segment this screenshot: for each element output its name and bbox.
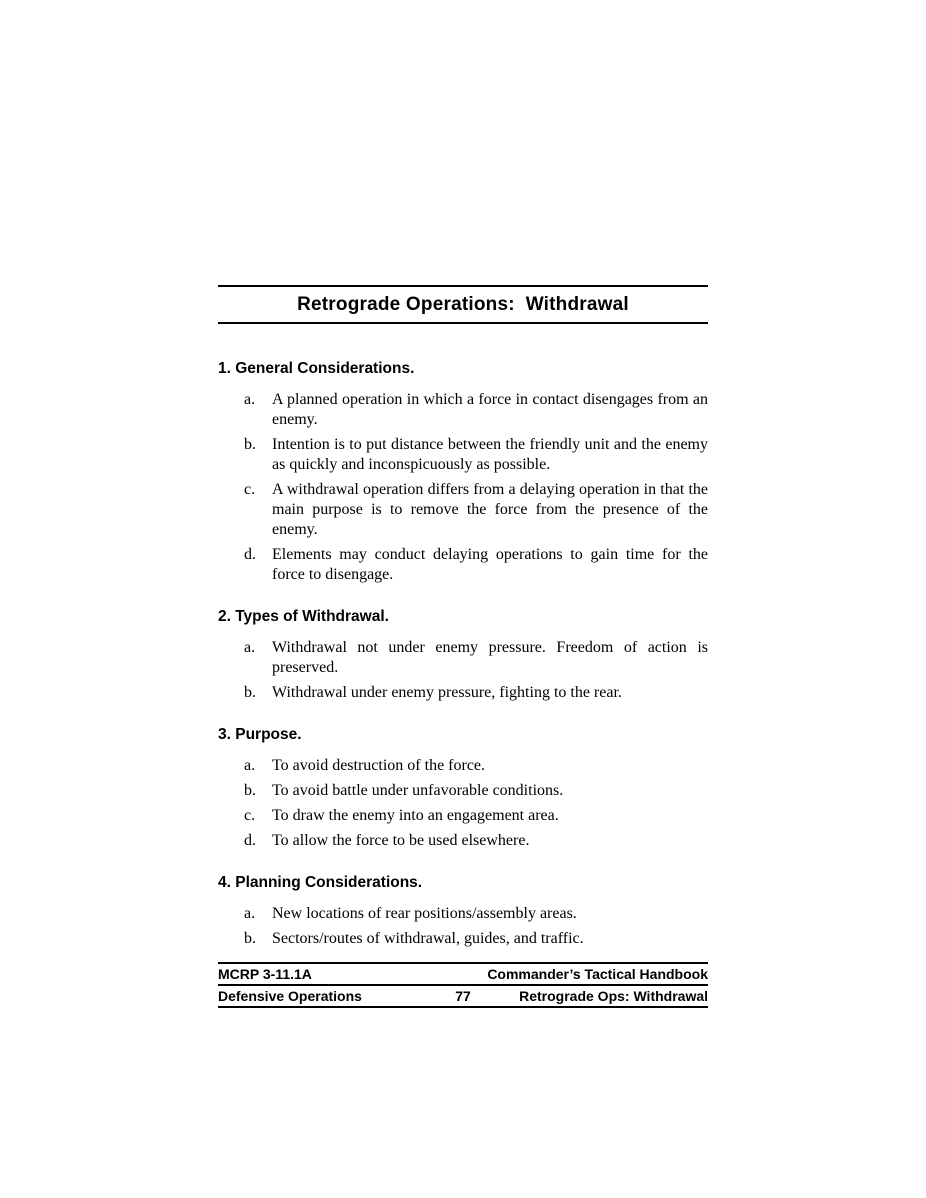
item-label: a. xyxy=(244,639,256,656)
section-heading: 3. Purpose. xyxy=(218,726,302,743)
item-text: Withdrawal under enemy pressure, fighting to the rear. xyxy=(272,684,622,701)
section-heading: 2. Types of Withdrawal. xyxy=(218,608,389,625)
section-general-considerations xyxy=(218,360,708,585)
section-purpose xyxy=(218,726,708,851)
footer-doc-number: MCRP 3-11.1A xyxy=(218,966,312,982)
list-item xyxy=(218,806,708,826)
item-text: New locations of rear positions/assembly areas. xyxy=(272,905,577,922)
item-text: To avoid battle under unfavorable conditions. xyxy=(272,782,564,799)
list-item xyxy=(218,781,708,801)
item-text: Sectors/routes of withdrawal, guides, and traffic. xyxy=(272,930,584,947)
item-label: d. xyxy=(244,832,256,849)
item-label: b. xyxy=(244,436,256,453)
item-text: To avoid destruction of the force. xyxy=(272,757,486,774)
list-item xyxy=(218,831,708,851)
footer-section-title: Retrograde Ops: Withdrawal xyxy=(519,988,709,1004)
item-label: b. xyxy=(244,684,256,701)
item-label: a. xyxy=(244,905,256,922)
list-item xyxy=(218,638,708,678)
list-item xyxy=(218,904,708,924)
section-planning-considerations xyxy=(218,874,708,949)
footer-row-bottom xyxy=(218,984,708,1008)
item-label: b. xyxy=(244,930,256,947)
item-label: c. xyxy=(244,807,256,824)
footer-page-number: 77 xyxy=(455,988,471,1004)
item-text: Elements may conduct delaying operations to gain time for the force to disengage. xyxy=(272,546,708,583)
item-text: To allow the force to be used elsewhere. xyxy=(272,832,530,849)
item-text: A planned operation in which a force in contact disengages from an enemy. xyxy=(272,391,708,428)
title-block xyxy=(218,285,708,324)
page-title: Retrograde Operations: Withdrawal xyxy=(297,294,629,315)
item-label: d. xyxy=(244,546,256,563)
page-content xyxy=(218,285,708,972)
footer-row-top xyxy=(218,962,708,984)
item-text: To draw the enemy into an engagement area. xyxy=(272,807,559,824)
item-text: A withdrawal operation differs from a delaying operation in that the main purpose is to remove the force from the presence of the enemy. xyxy=(272,481,708,538)
page-footer xyxy=(218,962,708,1008)
footer-chapter: Defensive Operations xyxy=(218,988,362,1004)
footer-doc-title: Commander’s Tactical Handbook xyxy=(487,966,708,982)
item-text: Withdrawal not under enemy pressure. Freedom of action is preserved. xyxy=(272,639,708,676)
list-item xyxy=(218,480,708,540)
section-types-of-withdrawal xyxy=(218,608,708,703)
list-item xyxy=(218,435,708,475)
item-label: c. xyxy=(244,481,256,498)
item-text: Intention is to put distance between the friendly unit and the enemy as quickly and inconspicuously as possible. xyxy=(272,436,708,473)
item-label: a. xyxy=(244,757,256,774)
list-item xyxy=(218,929,708,949)
list-item xyxy=(218,545,708,585)
section-heading: 1. General Considerations. xyxy=(218,360,415,377)
list-item xyxy=(218,390,708,430)
item-label: b. xyxy=(244,782,256,799)
item-label: a. xyxy=(244,391,256,408)
section-heading: 4. Planning Considerations. xyxy=(218,874,423,891)
list-item xyxy=(218,683,708,703)
list-item xyxy=(218,756,708,776)
